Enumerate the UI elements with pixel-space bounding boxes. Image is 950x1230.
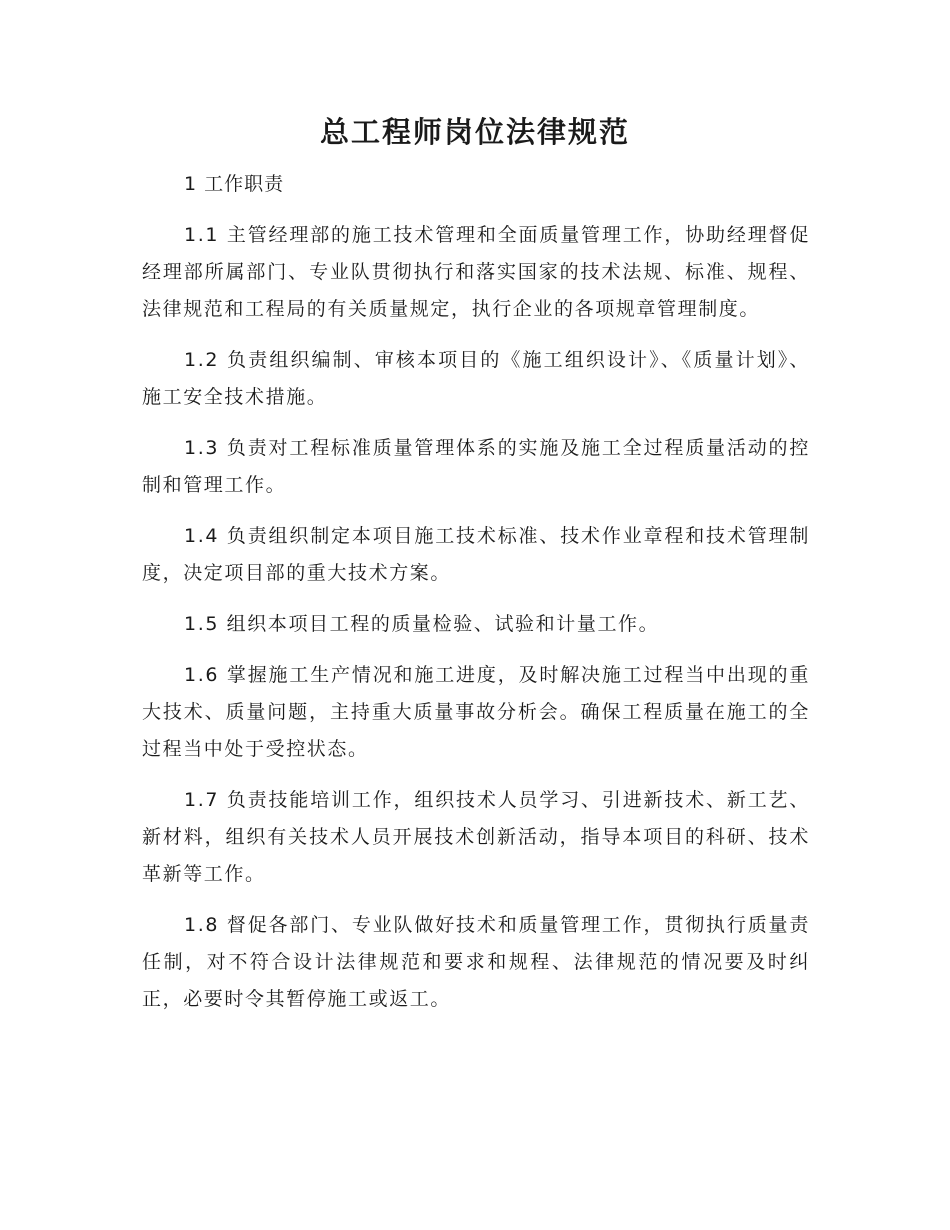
section-heading: 1 工作职责 [184,173,285,195]
paragraph-1-4: 1.4 负责组织制定本项目施工技术标准、技术作业章程和技术管理制度，决定项目部的重大技术方案。 [142,525,810,584]
paragraph-1-5: 1.5 组织本项目工程的质量检验、试验和计量工作。 [184,613,660,635]
paragraph-1-3: 1.3 负责对工程标准质量管理体系的实施及施工全过程质量活动的控制和管理工作。 [142,437,810,496]
paragraph-1-6: 1.6 掌握施工生产情况和施工进度，及时解决施工过程当中出现的重大技术、质量问题，主持重大质量事故分析会。确保工程质量在施工的全过程当中处于受控状态。 [142,664,810,760]
document-title: 总工程师岗位法律规范 [319,115,630,149]
document-body [142,166,810,1032]
paragraph-1-2: 1.2 负责组织编制、审核本项目的《施工组织设计》、《质量计划》、施工安全技术措施。 [142,349,810,408]
paragraph-1-7: 1.7 负责技能培训工作，组织技术人员学习、引进新技术、新工艺、新材料，组织有关技术人员开展技术创新活动，指导本项目的科研、技术革新等工作。 [142,789,810,885]
paragraph-1-1: 1.1 主管经理部的施工技术管理和全面质量管理工作，协助经理督促经理部所属部门、专业队贯彻执行和落实国家的技术法规、标准、规程、法律规范和工程局的有关质量规定，执行企业的各项规章管理制度。 [142,224,810,320]
paragraph-1-8: 1.8 督促各部门、专业队做好技术和质量管理工作，贯彻执行质量责任制，对不符合设计法律规范和要求和规程、法律规范的情况要及时纠正，必要时令其暂停施工或返工。 [142,914,810,1010]
